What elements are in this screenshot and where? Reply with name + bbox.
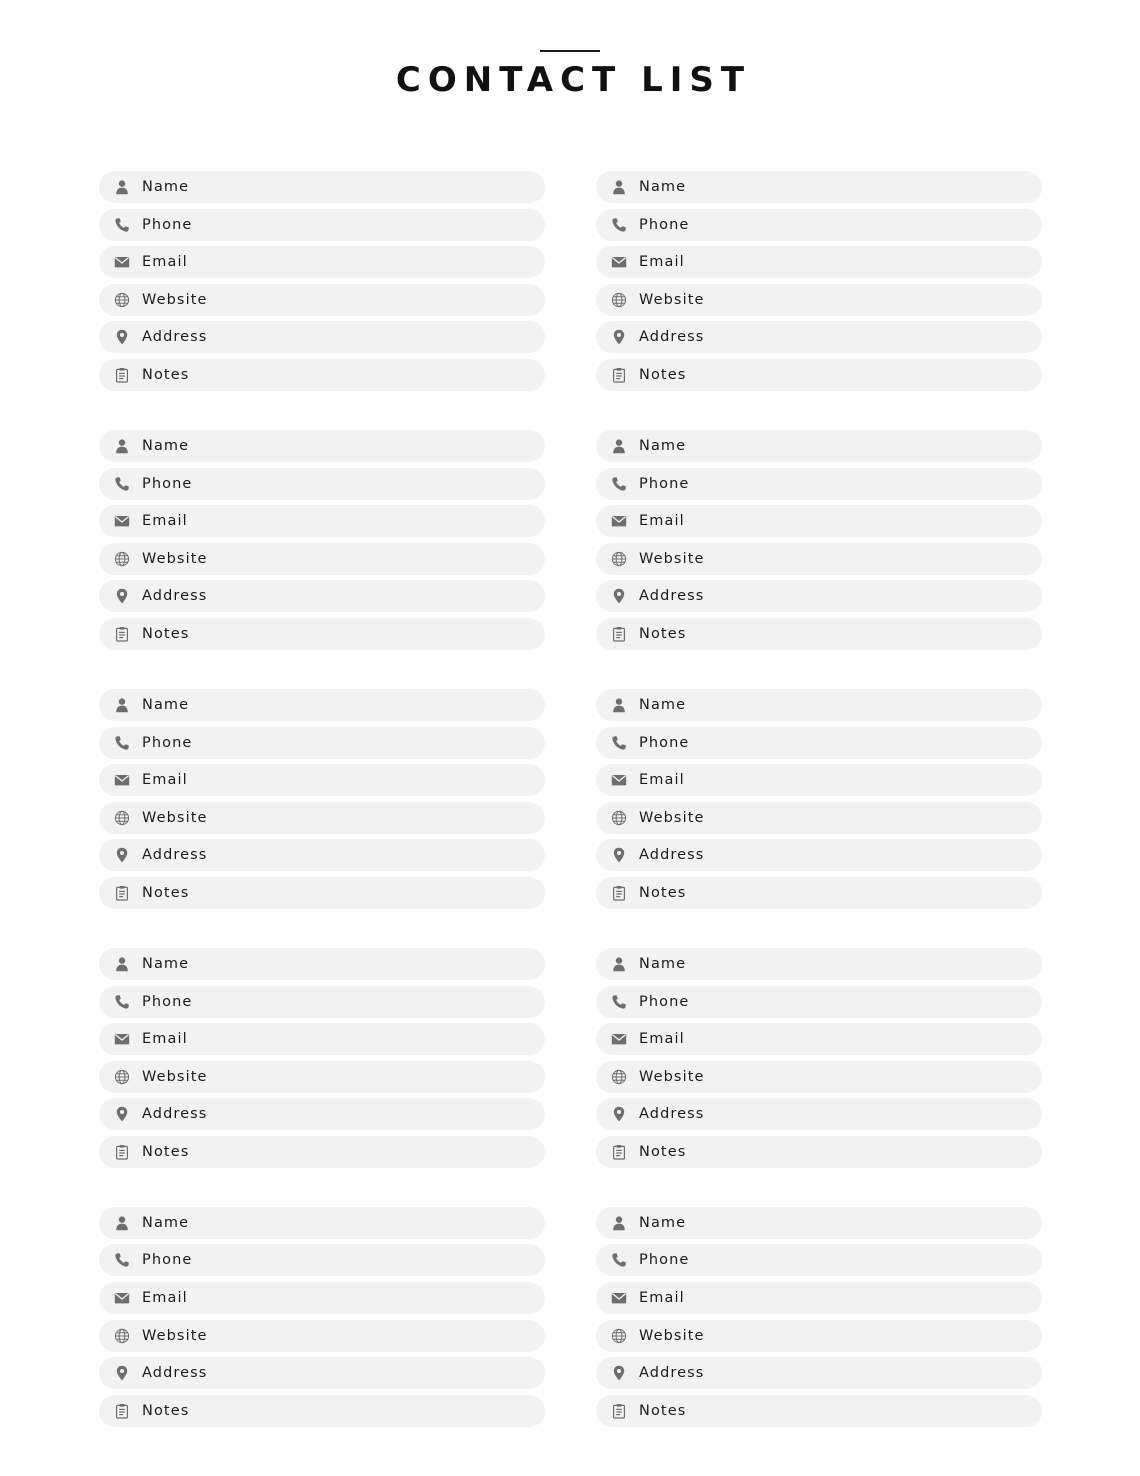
contact-cards-grid [99, 171, 1042, 1427]
address-field[interactable] [596, 1357, 1042, 1389]
phone-label: Phone [142, 475, 193, 492]
address-label: Address [142, 1365, 208, 1382]
contact-card [99, 1207, 545, 1427]
address-field[interactable] [99, 1098, 545, 1130]
title-rule [540, 50, 600, 52]
name-label: Name [142, 696, 190, 713]
address-field[interactable] [99, 580, 545, 612]
person-icon [113, 179, 130, 196]
phone-label: Phone [142, 216, 193, 233]
address-field[interactable] [99, 321, 545, 353]
email-label: Email [142, 1290, 188, 1307]
notes-field[interactable] [99, 618, 545, 650]
address-field[interactable] [596, 321, 1042, 353]
notes-label: Notes [639, 366, 687, 383]
notepad-icon [610, 1143, 627, 1160]
website-label: Website [142, 1068, 208, 1085]
notepad-icon [113, 1143, 130, 1160]
website-field[interactable] [596, 1320, 1042, 1352]
name-field[interactable] [99, 1207, 545, 1239]
envelope-icon [113, 1290, 130, 1307]
notepad-icon [610, 1402, 627, 1419]
notes-field[interactable] [596, 1136, 1042, 1168]
contact-card [596, 689, 1042, 909]
name-label: Name [142, 437, 190, 454]
address-label: Address [639, 329, 705, 346]
globe-icon [610, 291, 627, 308]
envelope-icon [610, 513, 627, 530]
name-label: Name [639, 179, 687, 195]
person-icon [113, 1214, 130, 1231]
person-icon [610, 179, 627, 196]
envelope-icon [113, 513, 130, 530]
globe-icon [113, 291, 130, 308]
address-label: Address [142, 588, 208, 605]
website-label: Website [142, 1327, 208, 1344]
notes-field[interactable] [99, 877, 545, 909]
contact-card [596, 948, 1042, 1168]
phone-field[interactable] [99, 727, 545, 759]
name-label: Name [142, 1214, 190, 1231]
website-field[interactable] [99, 1320, 545, 1352]
email-label: Email [142, 513, 188, 530]
location-pin-icon [610, 329, 627, 346]
phone-field[interactable] [596, 1244, 1042, 1276]
email-label: Email [142, 254, 188, 271]
email-field[interactable] [596, 1282, 1042, 1314]
notes-field[interactable] [99, 359, 545, 391]
name-label: Name [639, 955, 687, 972]
email-field[interactable] [596, 764, 1042, 796]
location-pin-icon [610, 1106, 627, 1123]
website-label: Website [639, 1327, 705, 1344]
person-icon [113, 955, 130, 972]
contact-card [99, 948, 545, 1168]
address-label: Address [142, 1106, 208, 1123]
name-label: Name [142, 179, 190, 195]
website-label: Website [639, 1068, 705, 1085]
notepad-icon [113, 625, 130, 642]
location-pin-icon [113, 847, 130, 864]
phone-field[interactable] [596, 209, 1042, 241]
address-field[interactable] [596, 839, 1042, 871]
website-field[interactable] [596, 284, 1042, 316]
phone-label: Phone [142, 1252, 193, 1269]
person-icon [610, 437, 627, 454]
notes-field[interactable] [99, 1395, 545, 1427]
website-field[interactable] [596, 1061, 1042, 1093]
email-field[interactable] [99, 1282, 545, 1314]
email-label: Email [639, 772, 685, 789]
envelope-icon [113, 1031, 130, 1048]
address-label: Address [142, 329, 208, 346]
website-field[interactable] [99, 284, 545, 316]
notes-field[interactable] [596, 359, 1042, 391]
location-pin-icon [610, 847, 627, 864]
envelope-icon [610, 1290, 627, 1307]
notes-field[interactable] [596, 1395, 1042, 1427]
website-field[interactable] [596, 543, 1042, 575]
phone-label: Phone [639, 1252, 690, 1269]
envelope-icon [610, 1031, 627, 1048]
address-field[interactable] [99, 839, 545, 871]
notes-label: Notes [639, 625, 687, 642]
envelope-icon [113, 772, 130, 789]
name-label: Name [639, 437, 687, 454]
name-label: Name [639, 1214, 687, 1231]
name-label: Name [639, 696, 687, 713]
phone-icon [113, 993, 130, 1010]
phone-label: Phone [639, 993, 690, 1010]
name-field[interactable] [99, 171, 545, 203]
phone-field[interactable] [596, 468, 1042, 500]
phone-icon [610, 1252, 627, 1269]
phone-label: Phone [142, 993, 193, 1010]
website-label: Website [142, 550, 208, 567]
website-field[interactable] [596, 802, 1042, 834]
globe-icon [610, 809, 627, 826]
email-label: Email [142, 1031, 188, 1048]
notes-field[interactable] [596, 877, 1042, 909]
globe-icon [113, 550, 130, 567]
email-field[interactable] [99, 1023, 545, 1055]
phone-label: Phone [142, 734, 193, 751]
address-label: Address [142, 847, 208, 864]
person-icon [610, 696, 627, 713]
address-label: Address [639, 847, 705, 864]
globe-icon [610, 550, 627, 567]
notepad-icon [113, 884, 130, 901]
phone-field[interactable] [596, 986, 1042, 1018]
notes-label: Notes [639, 1143, 687, 1160]
page-title: CONTACT LIST [395, 60, 752, 100]
email-field[interactable] [596, 505, 1042, 537]
phone-icon [113, 216, 130, 233]
email-field[interactable] [596, 1023, 1042, 1055]
person-icon [113, 437, 130, 454]
name-field[interactable] [99, 689, 545, 721]
contact-card [99, 430, 545, 650]
email-field[interactable] [99, 246, 545, 278]
location-pin-icon [610, 588, 627, 605]
email-field[interactable] [99, 764, 545, 796]
globe-icon [113, 809, 130, 826]
location-pin-icon [113, 1106, 130, 1123]
name-field[interactable] [596, 689, 1042, 721]
location-pin-icon [113, 329, 130, 346]
phone-field[interactable] [99, 468, 545, 500]
name-field[interactable] [99, 948, 545, 980]
envelope-icon [113, 254, 130, 271]
phone-icon [610, 216, 627, 233]
address-field[interactable] [99, 1357, 545, 1389]
notes-field[interactable] [99, 1136, 545, 1168]
globe-icon [610, 1068, 627, 1085]
address-label: Address [639, 588, 705, 605]
name-field[interactable] [596, 948, 1042, 980]
name-field[interactable] [596, 430, 1042, 462]
contact-card [99, 689, 545, 909]
contact-card [99, 171, 545, 391]
email-label: Email [639, 513, 685, 530]
notepad-icon [113, 1402, 130, 1419]
notes-label: Notes [142, 625, 190, 642]
phone-label: Phone [639, 734, 690, 751]
address-field[interactable] [596, 580, 1042, 612]
phone-field[interactable] [596, 727, 1042, 759]
website-field[interactable] [99, 1061, 545, 1093]
name-label: Name [142, 955, 190, 972]
email-label: Email [639, 1290, 685, 1307]
location-pin-icon [113, 1365, 130, 1382]
address-label: Address [639, 1365, 705, 1382]
globe-icon [610, 1327, 627, 1344]
address-field[interactable] [596, 1098, 1042, 1130]
phone-label: Phone [639, 216, 690, 233]
phone-icon [610, 993, 627, 1010]
phone-label: Phone [639, 475, 690, 492]
phone-field[interactable] [99, 986, 545, 1018]
website-label: Website [142, 809, 208, 826]
name-field[interactable] [596, 1207, 1042, 1239]
notepad-icon [610, 884, 627, 901]
envelope-icon [610, 772, 627, 789]
phone-icon [610, 475, 627, 492]
website-label: Website [639, 291, 705, 308]
name-field[interactable] [596, 171, 1042, 203]
email-label: Email [142, 772, 188, 789]
notes-label: Notes [142, 1143, 190, 1160]
phone-icon [113, 475, 130, 492]
phone-icon [113, 1252, 130, 1269]
email-label: Email [639, 254, 685, 271]
email-label: Email [639, 1031, 685, 1048]
website-field[interactable] [99, 802, 545, 834]
name-field[interactable] [99, 430, 545, 462]
contact-card [596, 430, 1042, 650]
person-icon [113, 696, 130, 713]
website-label: Website [639, 550, 705, 567]
contact-card [596, 171, 1042, 391]
phone-icon [113, 734, 130, 751]
website-field[interactable] [99, 543, 545, 575]
notepad-icon [113, 366, 130, 383]
address-label: Address [639, 1106, 705, 1123]
envelope-icon [610, 254, 627, 271]
notes-label: Notes [142, 366, 190, 383]
notes-label: Notes [142, 884, 190, 901]
email-field[interactable] [596, 246, 1042, 278]
contact-card [596, 1207, 1042, 1427]
notes-label: Notes [639, 1402, 687, 1419]
location-pin-icon [113, 588, 130, 605]
notes-label: Notes [639, 884, 687, 901]
website-label: Website [639, 809, 705, 826]
email-field[interactable] [99, 505, 545, 537]
notepad-icon [610, 366, 627, 383]
globe-icon [113, 1068, 130, 1085]
phone-icon [610, 734, 627, 751]
phone-field[interactable] [99, 1244, 545, 1276]
location-pin-icon [610, 1365, 627, 1382]
person-icon [610, 1214, 627, 1231]
notes-label: Notes [142, 1402, 190, 1419]
notepad-icon [610, 625, 627, 642]
person-icon [610, 955, 627, 972]
phone-field[interactable] [99, 209, 545, 241]
globe-icon [113, 1327, 130, 1344]
website-label: Website [142, 291, 208, 308]
notes-field[interactable] [596, 618, 1042, 650]
